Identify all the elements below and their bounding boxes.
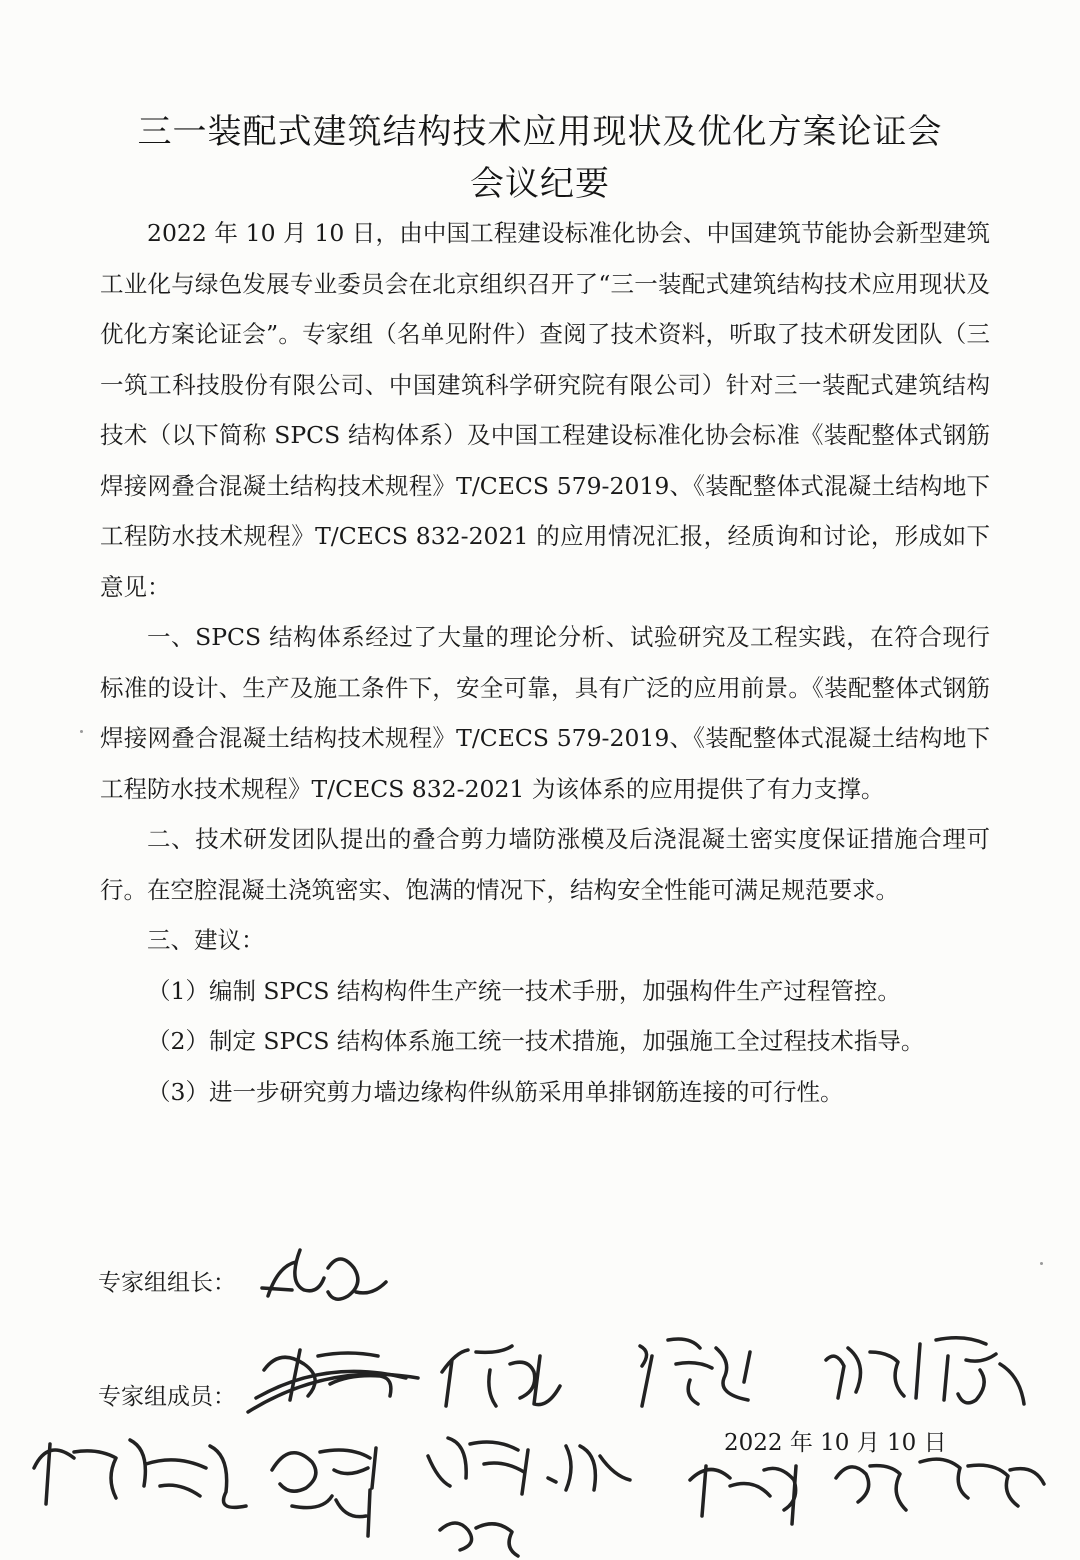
document-body [100, 208, 990, 1117]
recommendation-item: （3）进一步研究剪力墙边缘构件纵筋采用单排钢筋连接的可行性。 [147, 1077, 844, 1106]
member-signature [272, 1448, 376, 1536]
expert-members-label: 专家组成员： [98, 1384, 236, 1410]
member-signature [640, 1339, 750, 1406]
recommendation-item: （2）制定 SPCS 结构体系施工统一技术措施，加强施工全过程技术指导。 [147, 1027, 925, 1055]
scan-speck [80, 730, 83, 733]
document-subtitle: 会议纪要 [470, 164, 610, 204]
member-signature [442, 1346, 560, 1406]
intro-paragraph: 2022 年 10 月 10 日，由中国工程建设标准化协会、中国建筑节能协会新型建筑工业化与绿色发展专业委员会在北京组织召开了“三一装配式建筑结构技术应用现状及优化方案论证会”。专家组（名单见附件）查阅了技术资料，听取了技术研发团队（三一筑工科技股份有限公司、中国建筑科学研究院有限公司）针对三一装配式建筑结构技术（以下简称 SPCS 结构体系）及中国工程建设标准化协会标准《装配整体式钢筋焊接网叠合混凝土结构技术规程》T/CECS 579-2019、《装配整体式混凝土结构地下工程防水技术规程》T/CECS 832-2021 的应用情况汇报，经质询和讨论，形成如下意见： [100, 219, 990, 601]
document-title: 三一装配式建筑结构技术应用现状及优化方案论证会 [137, 112, 943, 152]
expert-leader-label: 专家组组长： [98, 1270, 236, 1296]
opinion-point-2: 二、技术研发团队提出的叠合剪力墙防涨模及后浇混凝土密实度保证措施合理可行。在空腔混凝土浇筑密实、饱满的情况下，结构安全性能可满足规范要求。 [100, 825, 990, 904]
member-signature [248, 1374, 418, 1412]
member-signature [256, 1350, 406, 1400]
recommendation-item: （1）编制 SPCS 结构构件生产统一技术手册，加强构件生产过程管控。 [147, 976, 901, 1005]
member-signature [440, 1523, 518, 1556]
signature-date: 2022 年 10 月 10 日 [724, 1430, 947, 1456]
member-signature [428, 1438, 630, 1494]
scan-speck [1040, 1262, 1043, 1265]
member-signature [690, 1466, 796, 1524]
member-signature [836, 1459, 1044, 1510]
leader-signature [262, 1250, 386, 1299]
member-signature [34, 1440, 246, 1507]
member-signature [826, 1338, 1024, 1404]
opinion-point-1: 一、SPCS 结构体系经过了大量的理论分析、试验研究及工程实践，在符合现行标准的设计、生产及施工条件下，安全可靠，具有广泛的应用前景。《装配整体式钢筋焊接网叠合混凝土结构技术规程》T/CECS 579-2019、《装配整体式混凝土结构地下工程防水技术规程》T/CECS 832-2021 为该体系的应用提供了有力支撑。 [100, 623, 990, 803]
opinion-point-3-heading: 三、建议： [147, 926, 265, 954]
